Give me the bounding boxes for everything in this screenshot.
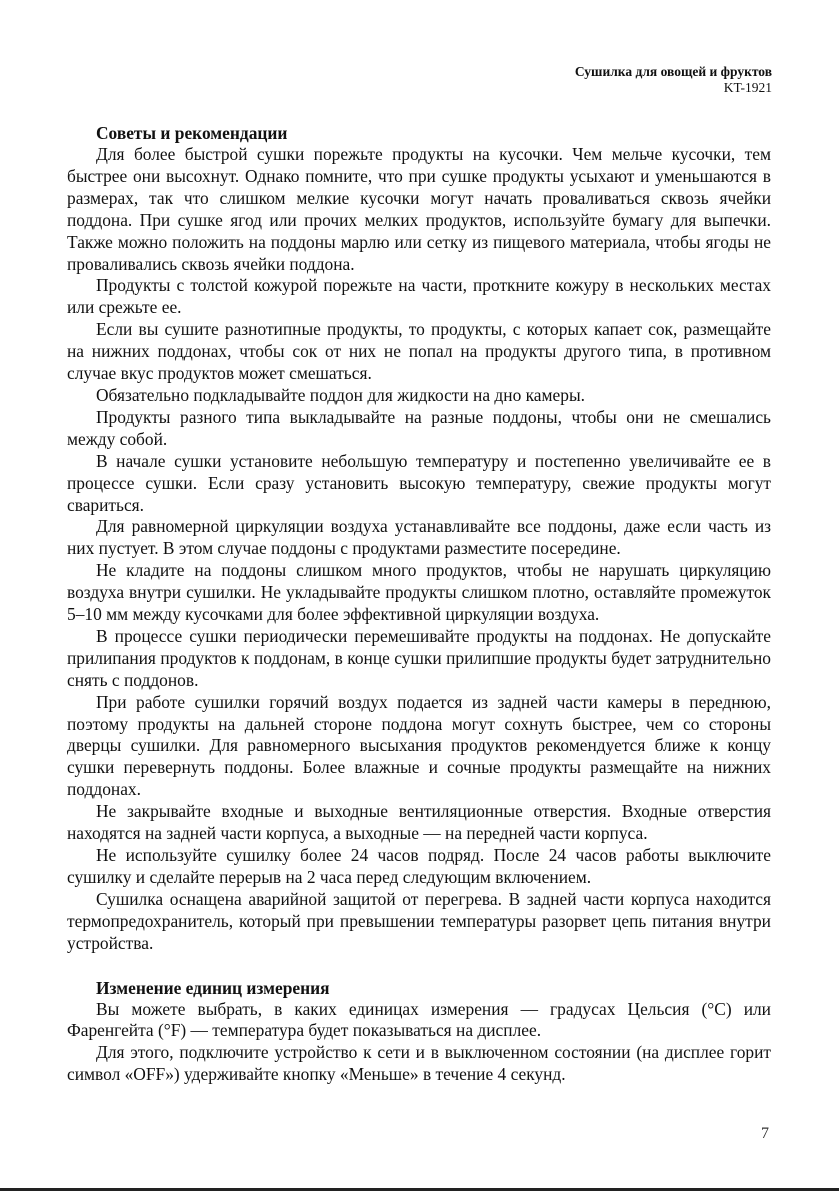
header-product-title: Сушилка для овощей и фруктов <box>574 64 772 79</box>
section-heading: Советы и рекомендации <box>96 123 288 143</box>
section-spacer <box>67 955 771 977</box>
paragraph: Не используйте сушилку более 24 часов подряд. После 24 часов работы выключите сушилку и сделайте перерыв на 2 часа перед следующим включением. <box>67 845 771 887</box>
paragraph: Продукты разного типа выкладывайте на разные поддоны, чтобы они не смешались между собой. <box>67 406 771 449</box>
section-units <box>67 977 771 1087</box>
page-number: 7 <box>761 1125 769 1142</box>
paragraph: Не кладите на поддоны слишком много продуктов, чтобы не нарушать циркуляцию воздуха внутри сушилки. Не укладывайте продукты слишком плотно, оставляйте промежуток 5–10 мм между кусочками для более эффективной циркуляции воздуха. <box>67 560 771 625</box>
paragraph: Для этого, подключите устройство к сети и в выключенном состоянии (на дисплее горит символ «OFF») удерживайте кнопку «Меньше» в течение 4 секунд. <box>67 1042 771 1085</box>
paragraph: Для более быстрой сушки порежьте продукты на кусочки. Чем мельче кусочки, тем быстрее они высохнут. Однако помните, что при сушке продукты усыхают и уменьшаются в размерах, так что слишком мелкие кусочки могут начать проваливаться сквозь ячейки поддона. При сушке ягод или прочих мелких продуктов, используйте бумагу для выпечки. Также можно положить на поддоны марлю или сетку из пищевого материала, чтобы ягоды не проваливались сквозь ячейки поддона. <box>67 144 771 274</box>
paragraph: В начале сушки установите небольшую температуру и постепенно увеличивайте ее в процессе сушки. Если сразу установить высокую температуру, свежие продукты могут свариться. <box>67 450 771 515</box>
paragraph: При работе сушилки горячий воздух подается из задней части камеры в переднюю, поэтому продукты на дальней стороне поддона могут сохнуть быстрее, чем со стороны дверцы сушилки. Для равномерного высыхания продуктов рекомендуется ближе к концу сушки перевернуть поддоны. Более влажные и сочные продукты размещайте на нижних поддонах. <box>67 691 771 800</box>
paragraph: Вы можете выбрать, в каких единицах измерения — градусах Цельсия (°C) или Фаренгейта (°F) — температура будет показываться на дисплее. <box>67 998 771 1041</box>
section-heading: Изменение единиц измерения <box>96 977 330 998</box>
paragraph: Обязательно подкладывайте поддон для жидкости на дно камеры. <box>96 384 585 405</box>
paragraph: Не закрывайте входные и выходные вентиляционные отверстия. Входные отверстия находятся на задней части корпуса, а выходные — на передней части корпуса. <box>67 801 771 844</box>
paragraph: Если вы сушите разнотипные продукты, то продукты, с которых капает сок, размещайте на нижних поддонах, чтобы сок от них не попал на продукты другого типа, в противном случае вкус продуктов может смешаться. <box>67 319 771 384</box>
page-content <box>67 122 771 1086</box>
header-model-number: KT-1921 <box>723 80 772 95</box>
paragraph: Продукты с толстой кожурой порежьте на части, проткните кожуру в нескольких местах или срежьте ее. <box>67 275 771 318</box>
section-tips <box>67 122 771 955</box>
paragraph: Для равномерной циркуляции воздуха устанавливайте все поддоны, даже если часть из них пустует. В этом случае поддоны с продуктами разместите посередине. <box>67 516 771 559</box>
running-header <box>575 64 772 96</box>
paragraph: Сушилка оснащена аварийной защитой от перегрева. В задней части корпуса находится термопредохранитель, который при превышении температуры разорвет цепь питания внутри устройства. <box>67 888 771 953</box>
paragraph: В процессе сушки периодически перемешивайте продукты на поддонах. Не допускайте прилипания продуктов к поддонам, в конце сушки прилипшие продукты будет затруднительно снять с поддонов. <box>67 625 771 690</box>
